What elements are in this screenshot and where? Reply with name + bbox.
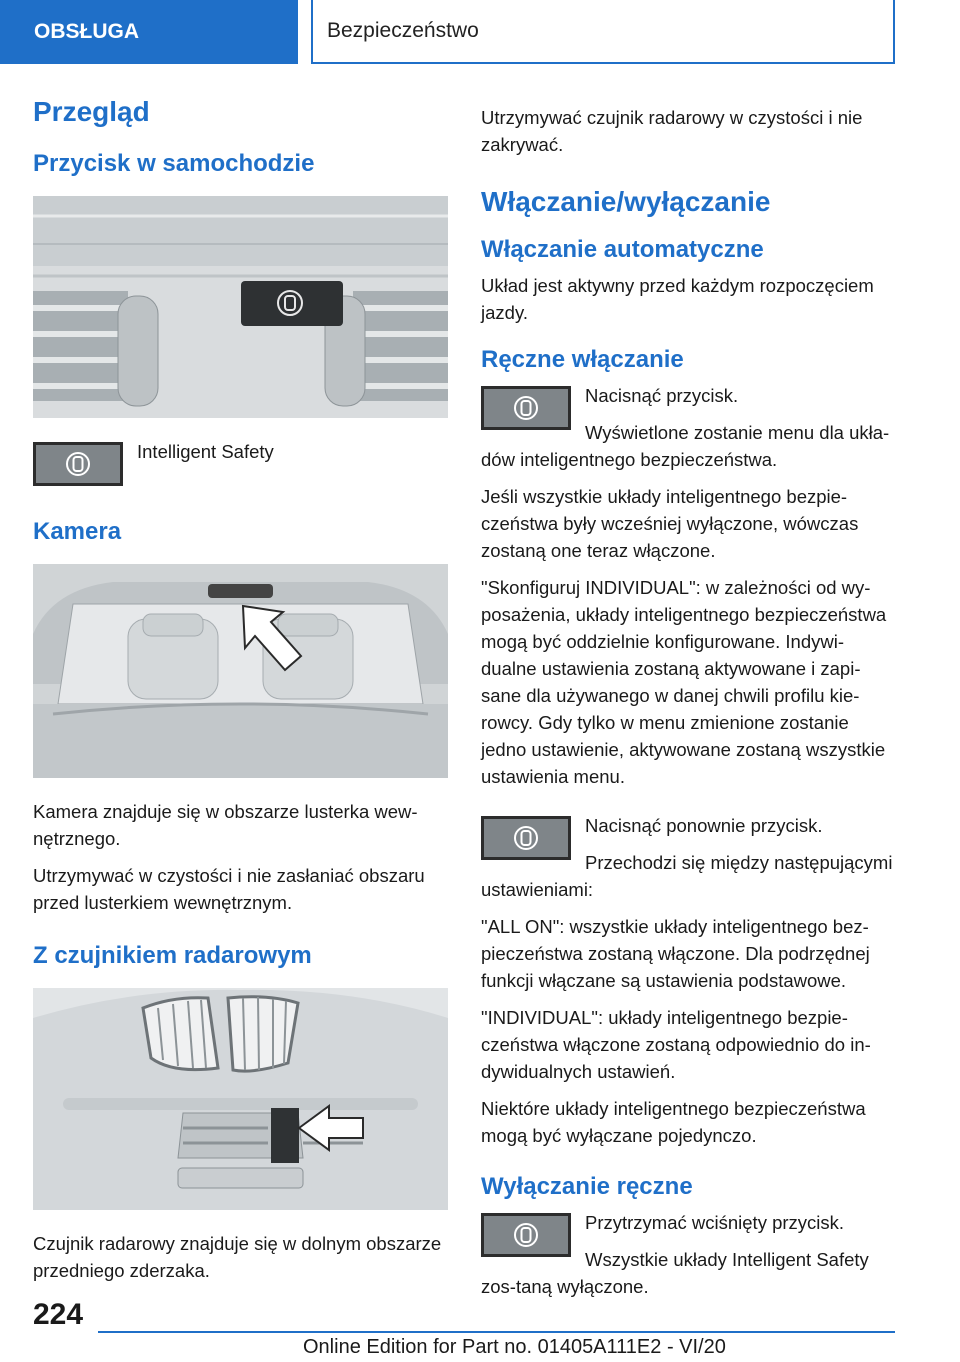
step3-action: Przytrzymać wciśnięty przycisk. (585, 1212, 845, 1233)
step2-note-3: Niektóre układy inteligentnego bezpieczeństwa mogą być wyłączane pojedynczo. (481, 1098, 866, 1146)
subheading-camera: Kamera (33, 518, 122, 545)
intelligent-safety-icon (481, 1213, 571, 1257)
radar-text-2: Utrzymywać czujnik radarowy w czystości i nie zakrywać. (481, 107, 863, 155)
intelligent-safety-icon (33, 442, 123, 486)
step1-note-2: "Skonfiguruj INDIVIDUAL": w zależności od wy-posażenia, układy inteligentnego bezpieczeństwa mogą być oddzielnie konfigurowane. Indywi-dualne ustawienia zostaną aktywowane i zapi-sane dla używanego w danej chwili profilu kie-rowcy. Gdy tylko w menu zmienione zostanie jedno ustawienie, aktywowane zostaną wszystkie ustawienia menu. (481, 577, 887, 787)
step2-result: Przechodzi się między następującymi ustawieniami: (481, 852, 893, 900)
subheading-radar: Z czujnikiem radarowym (33, 942, 312, 969)
subheading-manual-off: Wyłączanie ręczne (481, 1173, 693, 1200)
camera-image (33, 564, 448, 778)
camera-text-1: Kamera znajduje się w obszarze lusterka wew-nętrznego. (33, 801, 418, 849)
dashboard-button-image (33, 196, 448, 418)
right-column (481, 104, 896, 1310)
edition-text: Online Edition for Part no. 01405A111E2 - VI/20 (303, 1336, 726, 1358)
footer-divider (98, 1331, 895, 1333)
subheading-button: Przycisk w samochodzie (33, 150, 315, 177)
subheading-manual-on: Ręczne włączanie (481, 346, 684, 373)
radar-image (33, 988, 448, 1210)
step1-result: Wyświetlone zostanie menu dla ukła-dów inteligentnego bezpieczeństwa. (481, 422, 890, 470)
step3-result: Wszystkie układy Intelligent Safety zos-taną wyłączone. (481, 1249, 869, 1297)
left-column (33, 96, 448, 1294)
step2-note-2: "INDIVIDUAL": układy inteligentnego bezpie-czeństwa włączone zostaną odpowiednio do in-dywidualnych ustawień. (481, 1007, 871, 1082)
step2-note-1: "ALL ON": wszystkie układy inteligentnego bez-pieczeństwa zostaną włączone. Dla podrzędnej funkcji włączane są ustawienia podstawowe. (481, 916, 870, 991)
step1-action: Nacisnąć przycisk. (585, 385, 739, 406)
page-title: Przegląd (33, 96, 150, 127)
page-number: 224 (33, 1298, 84, 1331)
button-label: Intelligent Safety (137, 441, 274, 462)
chapter-tab: Bezpieczeństwo (311, 0, 895, 64)
radar-text-1: Czujnik radarowy znajduje się w dolnym obszarze przedniego zderzaka. (33, 1233, 442, 1281)
camera-text-2: Utrzymywać w czystości i nie zasłaniać obszaru przed lusterkiem wewnętrznym. (33, 865, 425, 913)
auto-text: Układ jest aktywny przed każdym rozpoczęciem jazdy. (481, 275, 874, 323)
section-tab: OBSŁUGA (0, 0, 298, 64)
intelligent-safety-icon (481, 816, 571, 860)
subheading-auto: Włączanie automatyczne (481, 236, 764, 263)
step1-note-1: Jeśli wszystkie układy inteligentnego bezpie-czeństwa były wcześniej wyłączone, wówczas zostaną one teraz włączone. (481, 486, 859, 561)
intelligent-safety-icon (481, 386, 571, 430)
step2-action: Nacisnąć ponownie przycisk. (585, 815, 823, 836)
section-title-onoff: Włączanie/wyłączanie (481, 186, 771, 217)
